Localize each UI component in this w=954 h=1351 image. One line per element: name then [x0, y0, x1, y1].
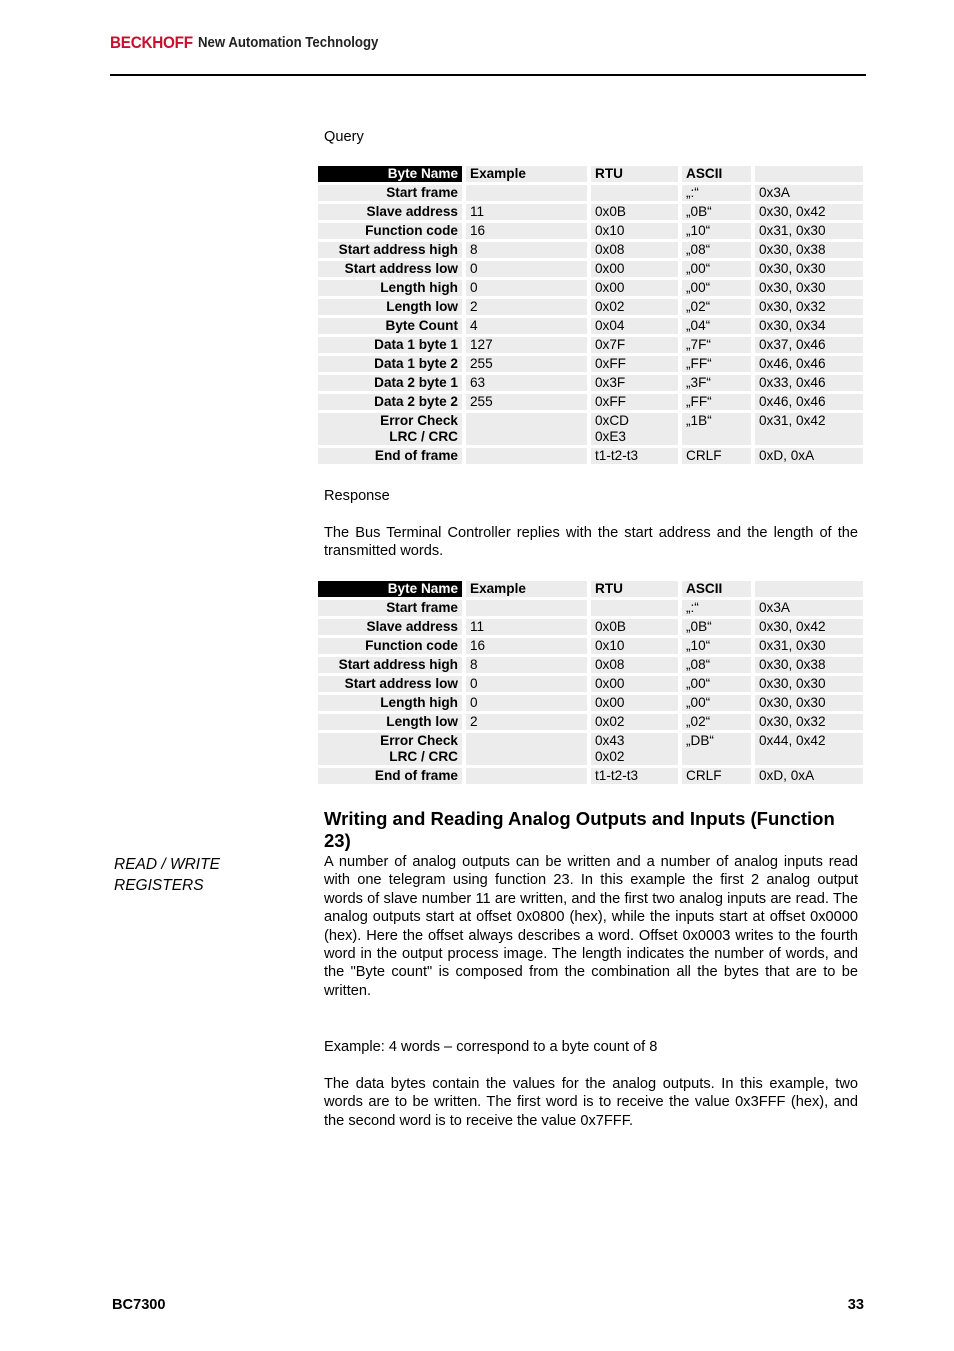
- table-row: [318, 318, 863, 334]
- table-cell: 0xD, 0xA: [755, 448, 863, 464]
- table-cell: CRLF: [682, 768, 755, 784]
- byte-name-cell: Start address low: [318, 261, 466, 277]
- byte-name-cell: Error Check LRC / CRC: [318, 413, 466, 445]
- table-row: [318, 714, 863, 730]
- side-note: READ / WRITE REGISTERS: [114, 856, 220, 894]
- table-cell: 0x7F: [591, 337, 682, 353]
- column-header: Byte Name: [318, 166, 466, 182]
- table-row: [318, 223, 863, 239]
- byte-name-cell: Length high: [318, 280, 466, 296]
- table-cell: 0x33, 0x46: [755, 375, 863, 391]
- byte-name-cell: Error Check LRC / CRC: [318, 733, 466, 765]
- query-table: [318, 163, 863, 467]
- table-cell: 0x02: [591, 299, 682, 315]
- table-cell: 8: [466, 657, 591, 673]
- table-row: [318, 695, 863, 711]
- byte-name-cell: Function code: [318, 638, 466, 654]
- table-cell: 0x00: [591, 261, 682, 277]
- byte-name-cell: Data 1 byte 1: [318, 337, 466, 353]
- table-row: [318, 261, 863, 277]
- table-cell: „FF“: [682, 394, 755, 410]
- table-cell: 0x30, 0x32: [755, 714, 863, 730]
- table-cell: 0xFF: [591, 356, 682, 372]
- table-row: [318, 204, 863, 220]
- table-cell: CRLF: [682, 448, 755, 464]
- table-cell: 0x04: [591, 318, 682, 334]
- table-cell: 16: [466, 223, 591, 239]
- table-row: [318, 356, 863, 372]
- table-cell: 0xCD 0xE3: [591, 413, 682, 445]
- column-header: ASCII: [682, 581, 755, 597]
- table-cell: 0: [466, 695, 591, 711]
- table-cell: 0x30, 0x38: [755, 657, 863, 673]
- table-cell: t1-t2-t3: [591, 768, 682, 784]
- table-header-row: [318, 166, 863, 182]
- table-row: [318, 280, 863, 296]
- table-row: [318, 768, 863, 784]
- table-cell: „02“: [682, 714, 755, 730]
- response-description: The Bus Terminal Controller replies with the start address and the length of the transmitted words.: [324, 525, 858, 560]
- table-cell: 0x10: [591, 638, 682, 654]
- table-cell: „:“: [682, 185, 755, 201]
- byte-name-cell: Data 1 byte 2: [318, 356, 466, 372]
- table-cell: 0x0B: [591, 619, 682, 635]
- brand-tagline: New Automation Technology: [198, 34, 379, 51]
- byte-name-cell: Data 2 byte 2: [318, 394, 466, 410]
- table-cell: „FF“: [682, 356, 755, 372]
- table-cell: „10“: [682, 638, 755, 654]
- table-cell: „0B“: [682, 204, 755, 220]
- table-cell: 0x00: [591, 280, 682, 296]
- table-cell: „00“: [682, 676, 755, 692]
- table-cell: 0x46, 0x46: [755, 394, 863, 410]
- column-header: [755, 581, 863, 597]
- column-header: RTU: [591, 581, 682, 597]
- table-cell: 0x3A: [755, 185, 863, 201]
- table-cell: 127: [466, 337, 591, 353]
- table-row: [318, 185, 863, 201]
- table-cell: „00“: [682, 261, 755, 277]
- table-cell: 0x30, 0x30: [755, 676, 863, 692]
- table-cell: 0x3A: [755, 600, 863, 616]
- table-cell: 0x30, 0x30: [755, 280, 863, 296]
- table-row: [318, 733, 863, 765]
- table-cell: 0x00: [591, 676, 682, 692]
- table-cell: 0: [466, 676, 591, 692]
- table-cell: 0: [466, 280, 591, 296]
- example-paragraph: Example: 4 words – correspond to a byte count of 8: [324, 1039, 658, 1055]
- byte-name-cell: Byte Count: [318, 318, 466, 334]
- table-cell: [466, 768, 591, 784]
- table-cell: „02“: [682, 299, 755, 315]
- table-cell: 0x30, 0x30: [755, 695, 863, 711]
- section-title: Writing and Reading Analog Outputs and Inputs (Function 23): [324, 808, 835, 851]
- table-cell: 0x30, 0x32: [755, 299, 863, 315]
- table-row: [318, 657, 863, 673]
- table-cell: 0: [466, 261, 591, 277]
- table-cell: 0x31, 0x30: [755, 638, 863, 654]
- table-cell: „10“: [682, 223, 755, 239]
- table-cell: [591, 600, 682, 616]
- table-cell: „0B“: [682, 619, 755, 635]
- table-row: [318, 413, 863, 445]
- table-row: [318, 638, 863, 654]
- byte-name-cell: Start address high: [318, 657, 466, 673]
- table-cell: 255: [466, 356, 591, 372]
- table-cell: 0x02: [591, 714, 682, 730]
- table-cell: 8: [466, 242, 591, 258]
- table-cell: „7F“: [682, 337, 755, 353]
- table-cell: [466, 733, 591, 765]
- table-cell: „08“: [682, 657, 755, 673]
- byte-name-cell: Start frame: [318, 185, 466, 201]
- table-cell: 0x10: [591, 223, 682, 239]
- byte-name-cell: Length low: [318, 714, 466, 730]
- table-cell: 0x30, 0x42: [755, 204, 863, 220]
- table-cell: 0x08: [591, 242, 682, 258]
- response-label: Response: [324, 488, 390, 504]
- table-row: [318, 676, 863, 692]
- byte-name-cell: Slave address: [318, 204, 466, 220]
- table-cell: 2: [466, 714, 591, 730]
- byte-name-cell: Length high: [318, 695, 466, 711]
- column-header: [755, 166, 863, 182]
- table-row: [318, 619, 863, 635]
- table-cell: 255: [466, 394, 591, 410]
- table-cell: 0x3F: [591, 375, 682, 391]
- column-header: Example: [466, 581, 591, 597]
- table-cell: 0x43 0x02: [591, 733, 682, 765]
- byte-name-cell: Start address low: [318, 676, 466, 692]
- response-table: [318, 578, 863, 787]
- table-cell: 63: [466, 375, 591, 391]
- table-cell: 0x08: [591, 657, 682, 673]
- table-cell: „08“: [682, 242, 755, 258]
- query-label: Query: [324, 129, 364, 145]
- table-cell: 0x30, 0x30: [755, 261, 863, 277]
- footer-product: BC7300: [112, 1297, 166, 1313]
- table-cell: 0xFF: [591, 394, 682, 410]
- table-cell: 0x31, 0x30: [755, 223, 863, 239]
- byte-name-cell: Function code: [318, 223, 466, 239]
- table-cell: 0x44, 0x42: [755, 733, 863, 765]
- table-cell: [591, 185, 682, 201]
- column-header: RTU: [591, 166, 682, 182]
- table-cell: „DB“: [682, 733, 755, 765]
- table-cell: „00“: [682, 695, 755, 711]
- byte-name-cell: Data 2 byte 1: [318, 375, 466, 391]
- byte-name-cell: Length low: [318, 299, 466, 315]
- column-header: ASCII: [682, 166, 755, 182]
- footer-page-number: 33: [847, 1297, 864, 1313]
- table-cell: 11: [466, 619, 591, 635]
- table-cell: „04“: [682, 318, 755, 334]
- table-cell: 16: [466, 638, 591, 654]
- page-header: [110, 32, 866, 76]
- table-cell: 0x00: [591, 695, 682, 711]
- byte-name-cell: Slave address: [318, 619, 466, 635]
- table-cell: 2: [466, 299, 591, 315]
- table-cell: [466, 448, 591, 464]
- table-cell: 11: [466, 204, 591, 220]
- byte-name-cell: Start frame: [318, 600, 466, 616]
- table-cell: „:“: [682, 600, 755, 616]
- table-cell: „00“: [682, 280, 755, 296]
- byte-name-cell: End of frame: [318, 768, 466, 784]
- table-cell: 0x46, 0x46: [755, 356, 863, 372]
- table-header-row: [318, 581, 863, 597]
- table-cell: [466, 185, 591, 201]
- table-cell: 0x0B: [591, 204, 682, 220]
- table-cell: t1-t2-t3: [591, 448, 682, 464]
- table-row: [318, 448, 863, 464]
- table-cell: „3F“: [682, 375, 755, 391]
- table-row: [318, 299, 863, 315]
- table-cell: [466, 600, 591, 616]
- table-cell: „1B“: [682, 413, 755, 445]
- byte-name-cell: Start address high: [318, 242, 466, 258]
- table-cell: 0x30, 0x34: [755, 318, 863, 334]
- table-cell: 0x30, 0x38: [755, 242, 863, 258]
- table-row: [318, 242, 863, 258]
- table-cell: 0xD, 0xA: [755, 768, 863, 784]
- table-row: [318, 600, 863, 616]
- table-cell: 4: [466, 318, 591, 334]
- column-header: Example: [466, 166, 591, 182]
- table-row: [318, 375, 863, 391]
- column-header: Byte Name: [318, 581, 466, 597]
- table-cell: 0x30, 0x42: [755, 619, 863, 635]
- table-row: [318, 337, 863, 353]
- table-row: [318, 394, 863, 410]
- brand-logo: BECKHOFF: [110, 33, 193, 52]
- data-paragraph: The data bytes contain the values for the analog outputs. In this example, two words are to be written. The first word is to receive the value 0x3FFF (hex), and the second word is to receive the value 0x7FFF.: [324, 1076, 858, 1129]
- byte-name-cell: End of frame: [318, 448, 466, 464]
- body-paragraph: A number of analog outputs can be written and a number of analog inputs read with one telegram using function 23. In this example the first 2 analog output words of slave number 11 are written, and the first two analog inputs are read. The analog outputs start at offset 0x0800 (hex), while the inputs start at offset 0x0000 (hex). Here the offset always describes a word. Offset 0x0003 writes to the fourth word in the output process image. The length indicates the number of words, and the "Byte count" is composed from the combination all the bytes that are to be written.: [324, 854, 858, 999]
- table-cell: [466, 413, 591, 445]
- table-cell: 0x31, 0x42: [755, 413, 863, 445]
- table-cell: 0x37, 0x46: [755, 337, 863, 353]
